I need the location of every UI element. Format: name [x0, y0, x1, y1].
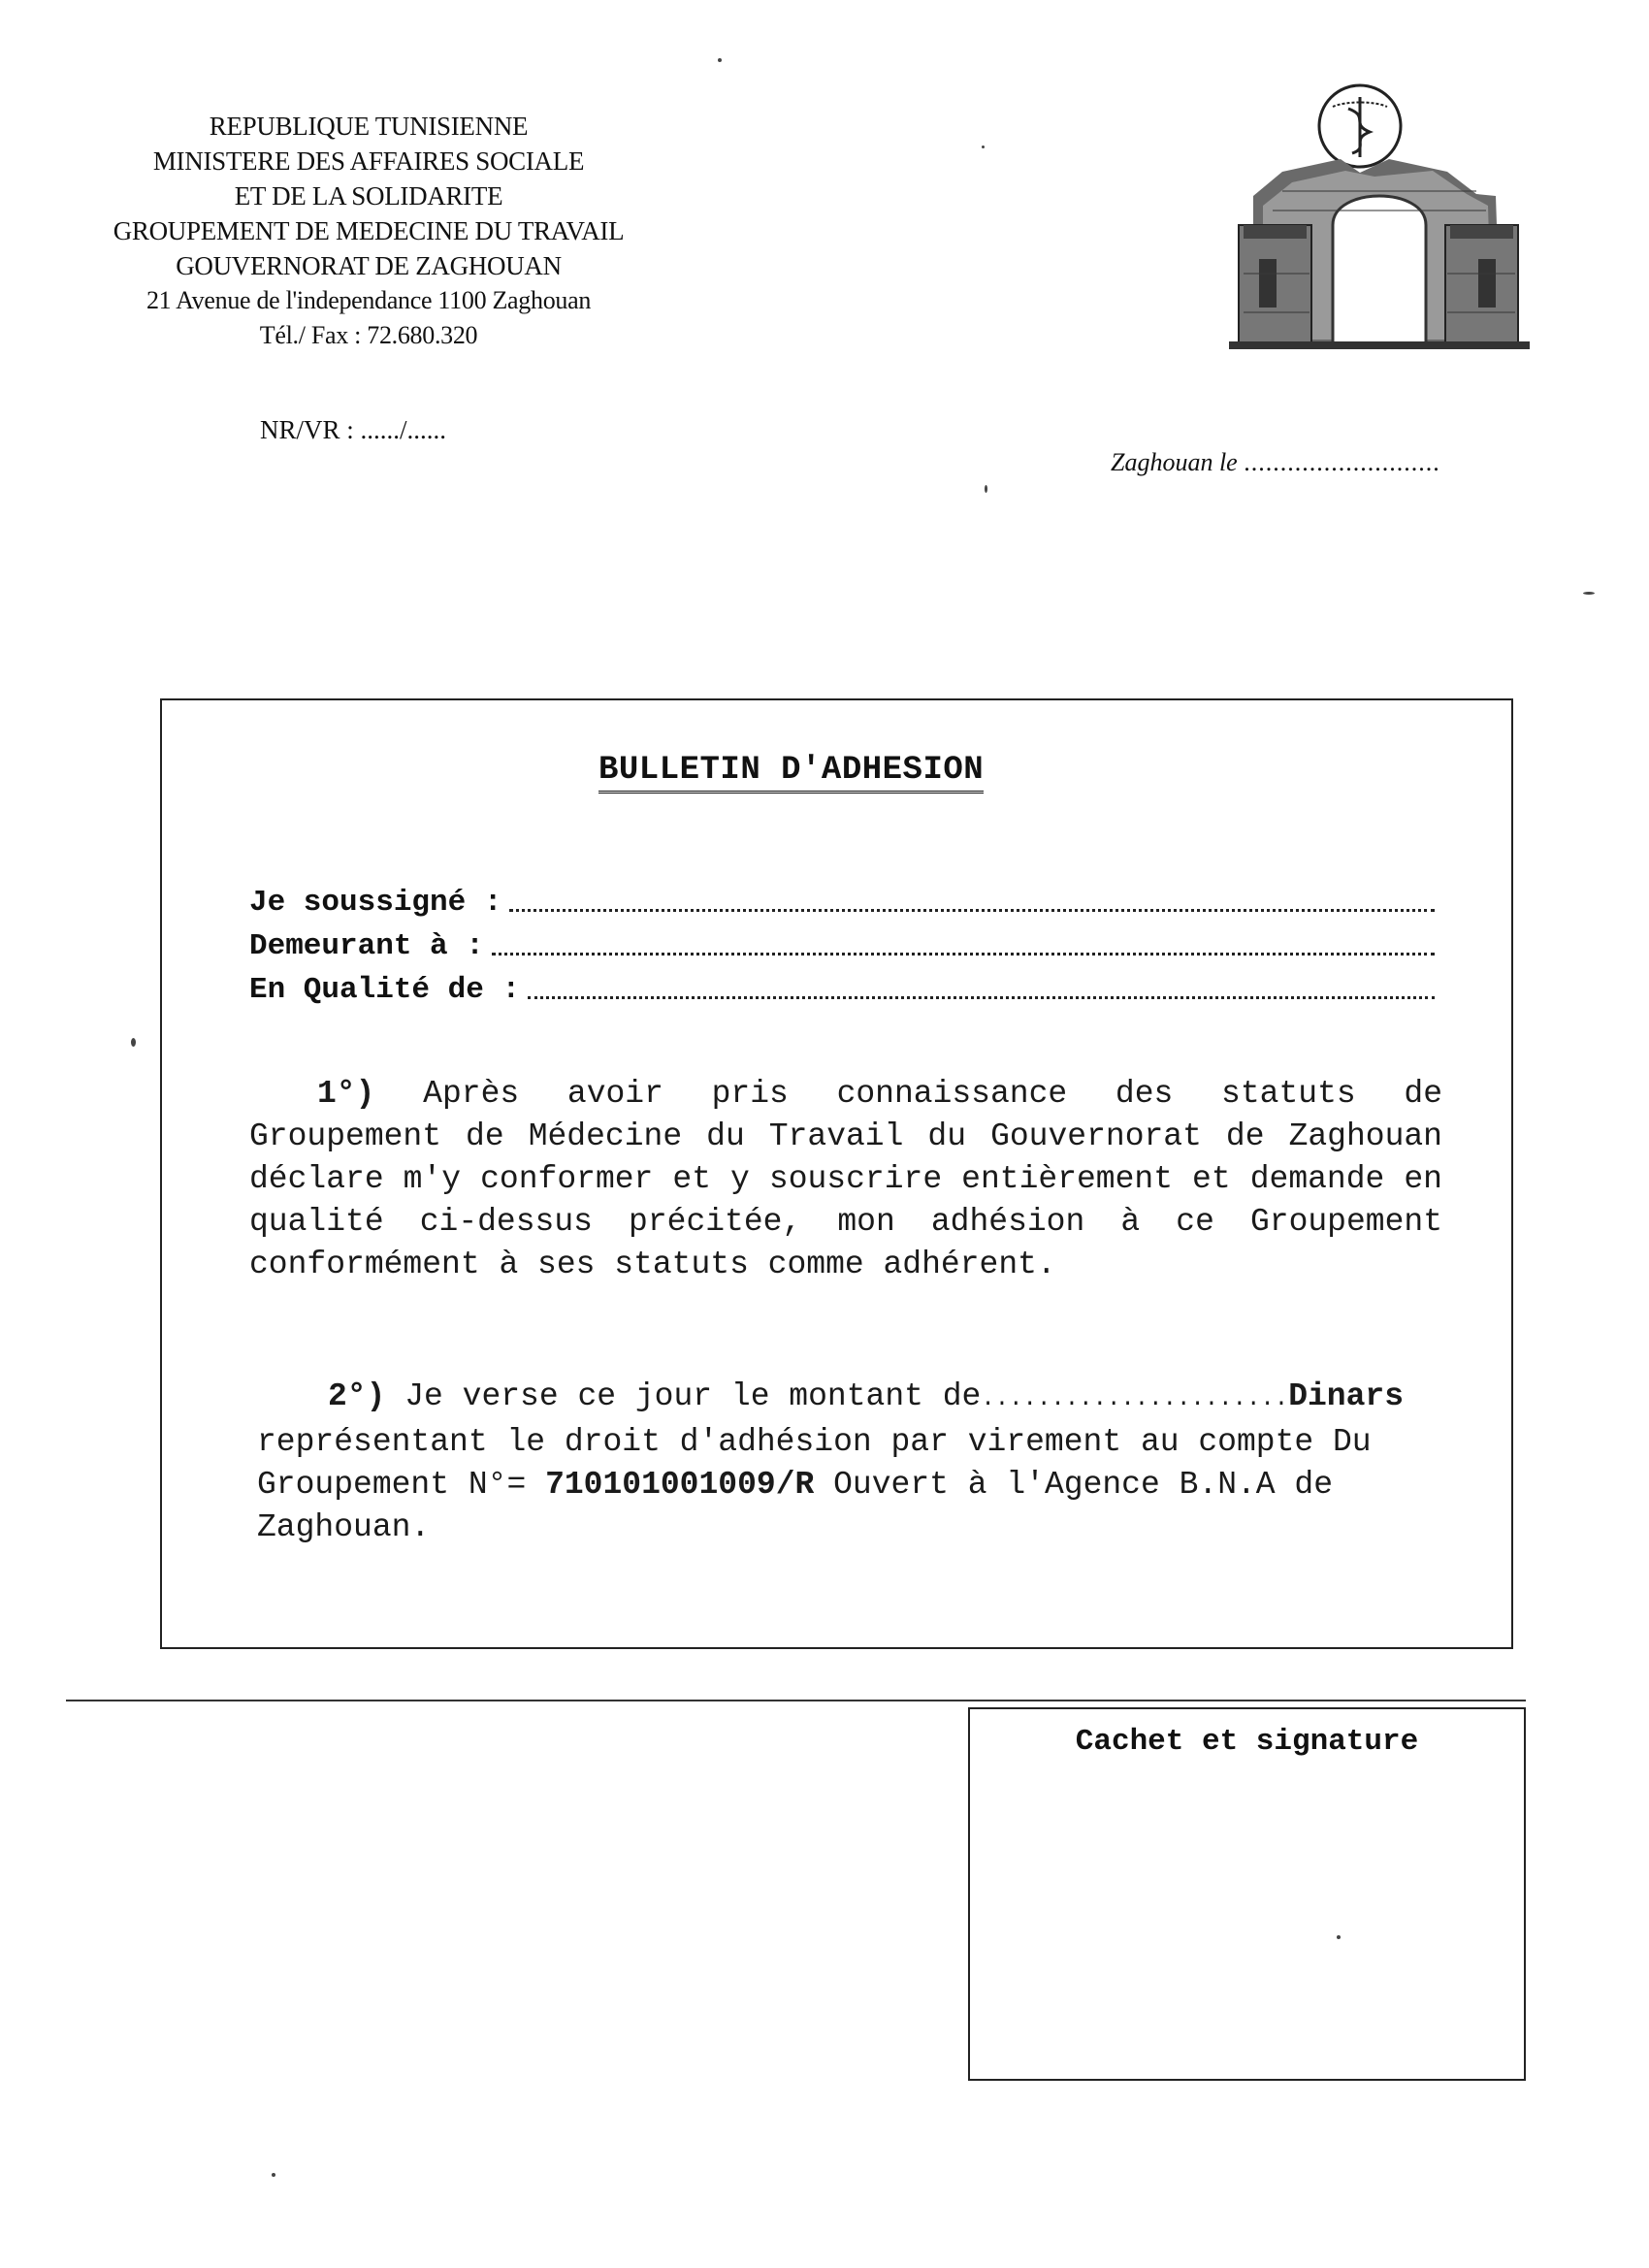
field-capacity-label: En Qualité de :: [249, 973, 521, 1007]
field-address-blank[interactable]: [492, 953, 1435, 956]
clause-2-number: 2°): [328, 1378, 386, 1414]
place-date-blank: ...........................: [1244, 448, 1440, 476]
field-capacity-blank[interactable]: [528, 996, 1435, 999]
field-address[interactable]: [249, 924, 1435, 963]
field-capacity[interactable]: [249, 968, 1435, 1007]
clause-2-text-b: représentant le droit d'adhésion par virement au compte Du Groupement N°=: [257, 1424, 1372, 1503]
clause-2-text-a: Je verse ce jour le montant de: [404, 1378, 982, 1414]
arch-logo-icon: [1224, 80, 1533, 363]
scan-speck: [1337, 1935, 1341, 1939]
place-date: [1111, 448, 1440, 477]
clause-1-text: Après avoir pris connaissance des statuts de Groupement de Médecine du Travail du Gouvernorat de Zaghouan déclare m'y conformer et y souscrire entièrement et demande en qualité ci-dessus précitée, mon adhésion à ce Groupement conformément à ses statuts comme adhérent.: [249, 1076, 1443, 1282]
field-address-label: Demeurant à :: [249, 929, 484, 963]
currency-unit: Dinars: [1288, 1378, 1405, 1414]
place-date-label: Zaghouan le: [1111, 448, 1238, 476]
scan-speck: [272, 2173, 275, 2177]
clause-2: [257, 1376, 1436, 1549]
header-line-country: REPUBLIQUE TUNISIENNE: [209, 112, 529, 141]
header-line-group: GROUPEMENT DE MEDECINE DU TRAVAIL: [113, 216, 625, 245]
clause-2-text-c: Ouvert à l'Agence B.N.A de Zaghouan.: [257, 1467, 1334, 1545]
header-line-ministry-cont: ET DE LA SOLIDARITE: [234, 181, 503, 211]
signature-label: Cachet et signature: [1075, 1725, 1419, 1759]
reference-number: NR/VR : ....../......: [260, 415, 447, 444]
header-line-phone: Tél./ Fax : 72.680.320: [259, 321, 478, 349]
scan-speck: [131, 1038, 136, 1047]
organization-header: [39, 109, 698, 353]
field-name[interactable]: [249, 881, 1435, 920]
header-line-governorate: GOUVERNORAT DE ZAGHOUAN: [176, 251, 562, 280]
amount-blank[interactable]: ......................: [981, 1386, 1289, 1412]
header-line-ministry: MINISTERE DES AFFAIRES SOCIALE: [152, 146, 585, 176]
account-number: 710101001009/R: [545, 1467, 815, 1503]
form-title: BULLETIN D'ADHESION: [598, 752, 984, 794]
header-line-address: 21 Avenue de l'independance 1100 Zaghouan: [146, 286, 592, 314]
scan-speck: [985, 485, 987, 493]
scan-speck: [1583, 592, 1595, 595]
field-name-label: Je soussigné :: [249, 886, 502, 920]
clause-1: [249, 1073, 1442, 1286]
clause-1-number: 1°): [317, 1076, 375, 1112]
scan-speck: [718, 58, 722, 62]
field-name-blank[interactable]: [509, 909, 1435, 912]
signature-box[interactable]: [968, 1707, 1526, 2081]
separator-line: [66, 1700, 1526, 1701]
scan-speck: [982, 146, 985, 148]
